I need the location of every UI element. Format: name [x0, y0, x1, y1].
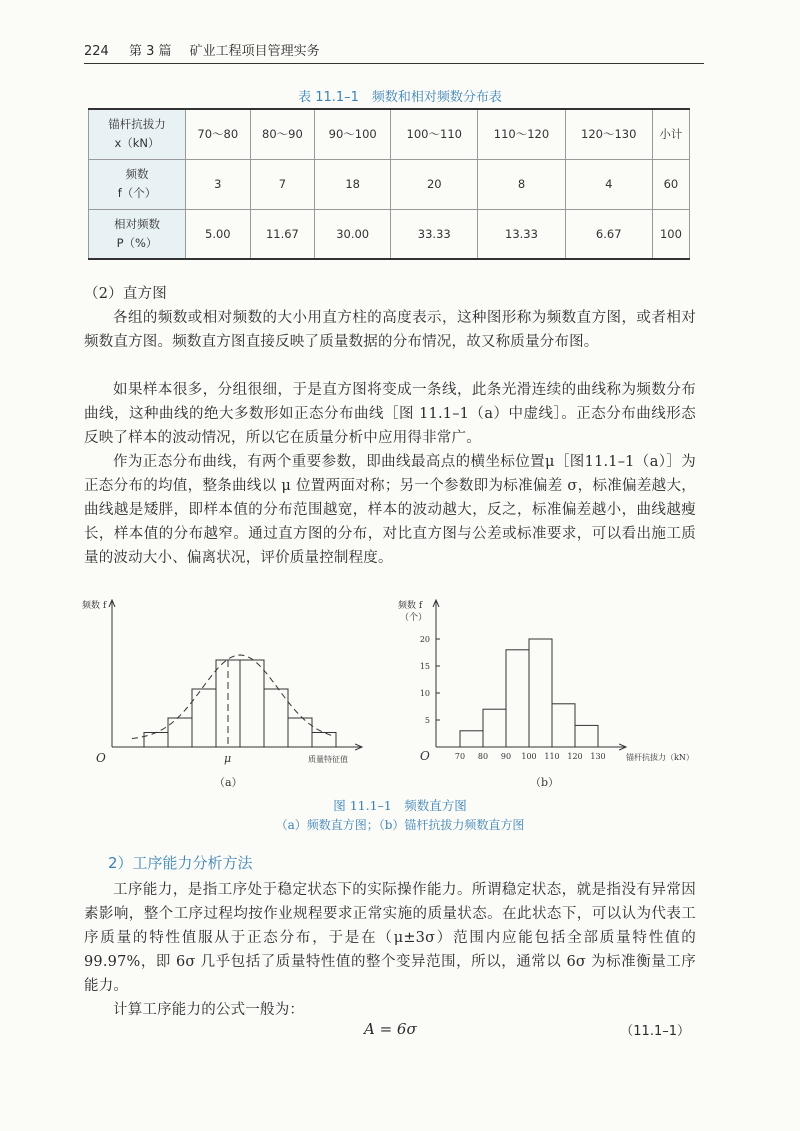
table-cell: 3	[186, 159, 251, 209]
x-axis-label: 锚杆抗拔力（kN）	[626, 753, 694, 762]
x-tick-label: 130	[590, 752, 606, 761]
table-cell: 11.67	[250, 209, 315, 259]
table-cell: 20	[391, 159, 478, 209]
table-cell: 4	[565, 159, 652, 209]
y-tick-label: 15	[419, 662, 430, 671]
table-cell: 110～120	[478, 109, 565, 159]
formula: A = 6σ	[364, 1020, 417, 1038]
histogram-a	[70, 592, 370, 792]
table-cell: 13.33	[478, 209, 565, 259]
bars	[144, 660, 336, 747]
header-rule	[84, 63, 704, 64]
x-tick-label: 90	[500, 752, 512, 761]
table-title: 表 11.1–1 频数和相对频数分布表	[298, 90, 502, 105]
y-tick-label: 5	[424, 716, 430, 725]
section-title: 2）工序能力分析方法	[108, 854, 253, 872]
x-tick-label: 120	[567, 752, 583, 761]
formula-number: （11.1–1）	[620, 1024, 690, 1039]
table-row	[89, 159, 690, 209]
table-cell: 小计	[652, 109, 689, 159]
paragraph: 计算工序能力的公式一般为：	[113, 1002, 305, 1018]
paragraph: 作为正态分布曲线，有两个重要参数，即曲线最高点的横坐标位置μ［图11.1–1（a）］为正态分布的均值，整条曲线以 μ 位置两面对称；另一个参数即为标准偏差 σ，标准偏差越大，曲线越是矮胖，即样本值的分布范围越宽，样本的波动越大，反之，标准偏差越小，曲线越瘦长，样本值的分布越窄。通过直方图的分布，对比直方图与公差或标准要求，可以看出施工质量的波动大小、偏离状况，评价质量控制程度。	[84, 454, 696, 566]
table-cell: 33.33	[391, 209, 478, 259]
x-ticks	[455, 752, 606, 761]
histogram-bar	[552, 704, 575, 747]
table-cell: 30.00	[315, 209, 391, 259]
frequency-table	[88, 108, 690, 260]
table-cell: 100～110	[391, 109, 478, 159]
table-cell: 120～130	[565, 109, 652, 159]
histogram-bar	[312, 733, 336, 748]
histogram-bar	[529, 639, 552, 747]
histogram-bar	[483, 709, 506, 747]
row-header: 相对频数 P（%）	[89, 209, 186, 259]
mu-label: μ	[224, 752, 232, 765]
table-cell: 6.67	[565, 209, 652, 259]
x-tick-label: 80	[477, 752, 489, 761]
page-number: 224	[84, 44, 109, 59]
y-axis-unit: （个）	[400, 613, 428, 623]
x-tick-label: 70	[454, 752, 466, 761]
table-cell: 70～80	[186, 109, 251, 159]
origin-label: O	[96, 751, 106, 765]
histogram-bar	[168, 718, 192, 747]
histogram-bar	[240, 660, 264, 747]
book-title: 矿业工程项目管理实务	[189, 44, 320, 59]
paragraph: 如果样本很多，分组很细，于是直方图将变成一条线，此条光滑连续的曲线称为频数分布曲线，这种曲线的绝大多数形如正态分布曲线［图 11.1–1（a）中虚线］。正态分布曲线形态反映了样本的波动情况，所以它在质量分析中应用得非常广。	[84, 382, 696, 446]
histogram-bar	[288, 718, 312, 747]
table-cell: 7	[250, 159, 315, 209]
sub-heading: （2）直方图	[84, 286, 167, 302]
table-row	[89, 109, 690, 159]
y-axis-label: 频数 f	[82, 601, 107, 611]
table-cell: 80～90	[250, 109, 315, 159]
subfig-label-a: （a）	[214, 776, 243, 789]
table-cell: 8	[478, 159, 565, 209]
table-cell: 60	[652, 159, 689, 209]
x-tick-label: 100	[521, 752, 537, 761]
row-header: 锚杆抗拔力 x（kN）	[89, 109, 186, 159]
table-cell: 90～100	[315, 109, 391, 159]
bars	[460, 639, 598, 747]
figure-subcaption: （a）频数直方图；（b）锚杆抗拔力频数直方图	[275, 818, 525, 832]
table-cell: 18	[315, 159, 391, 209]
x-axis-label: 质量特征值	[308, 755, 348, 764]
y-axis-label: 频数 f	[398, 601, 423, 611]
histogram-bar	[144, 733, 168, 748]
row-header: 频数 f（个）	[89, 159, 186, 209]
y-tick-label: 20	[419, 635, 430, 644]
table-cell: 5.00	[186, 209, 251, 259]
figure-caption: 图 11.1–1 频数直方图	[333, 798, 467, 813]
y-ticks	[420, 635, 440, 725]
histogram-b	[388, 592, 718, 792]
histogram-bar	[192, 689, 216, 747]
table-cell: 100	[652, 209, 689, 259]
histogram-bar	[575, 725, 598, 747]
x-tick-label: 110	[544, 752, 560, 761]
normal-curve	[132, 655, 332, 739]
subfig-label-b: （b）	[530, 776, 560, 789]
part-label: 第 3 篇	[128, 44, 172, 59]
y-tick-label: 10	[419, 689, 430, 698]
histogram-bar	[460, 731, 483, 747]
page-header	[84, 40, 704, 59]
origin-label: O	[420, 749, 430, 763]
paragraph: 工序能力，是指工序处于稳定状态下的实际操作能力。所谓稳定状态，就是指没有异常因素影响，整个工序过程均按作业规程要求正常实施的质量状态。在此状态下，可以认为代表工序质量的特性值服从于正态分布，于是在（μ±3σ）范围内应能包括全部质量特性值的 99.97%，即 6σ 几乎包括了质量特性值的整个变异范围，所以，通常以 6σ 为标准衡量工序能力。	[84, 882, 696, 994]
table-row	[89, 209, 690, 259]
histogram-bar	[506, 650, 529, 747]
paragraph: 各组的频数或相对频数的大小用直方柱的高度表示，这种图形称为频数直方图，或者相对频数直方图。频数直方图直接反映了质量数据的分布情况，故又称质量分布图。	[84, 310, 696, 350]
